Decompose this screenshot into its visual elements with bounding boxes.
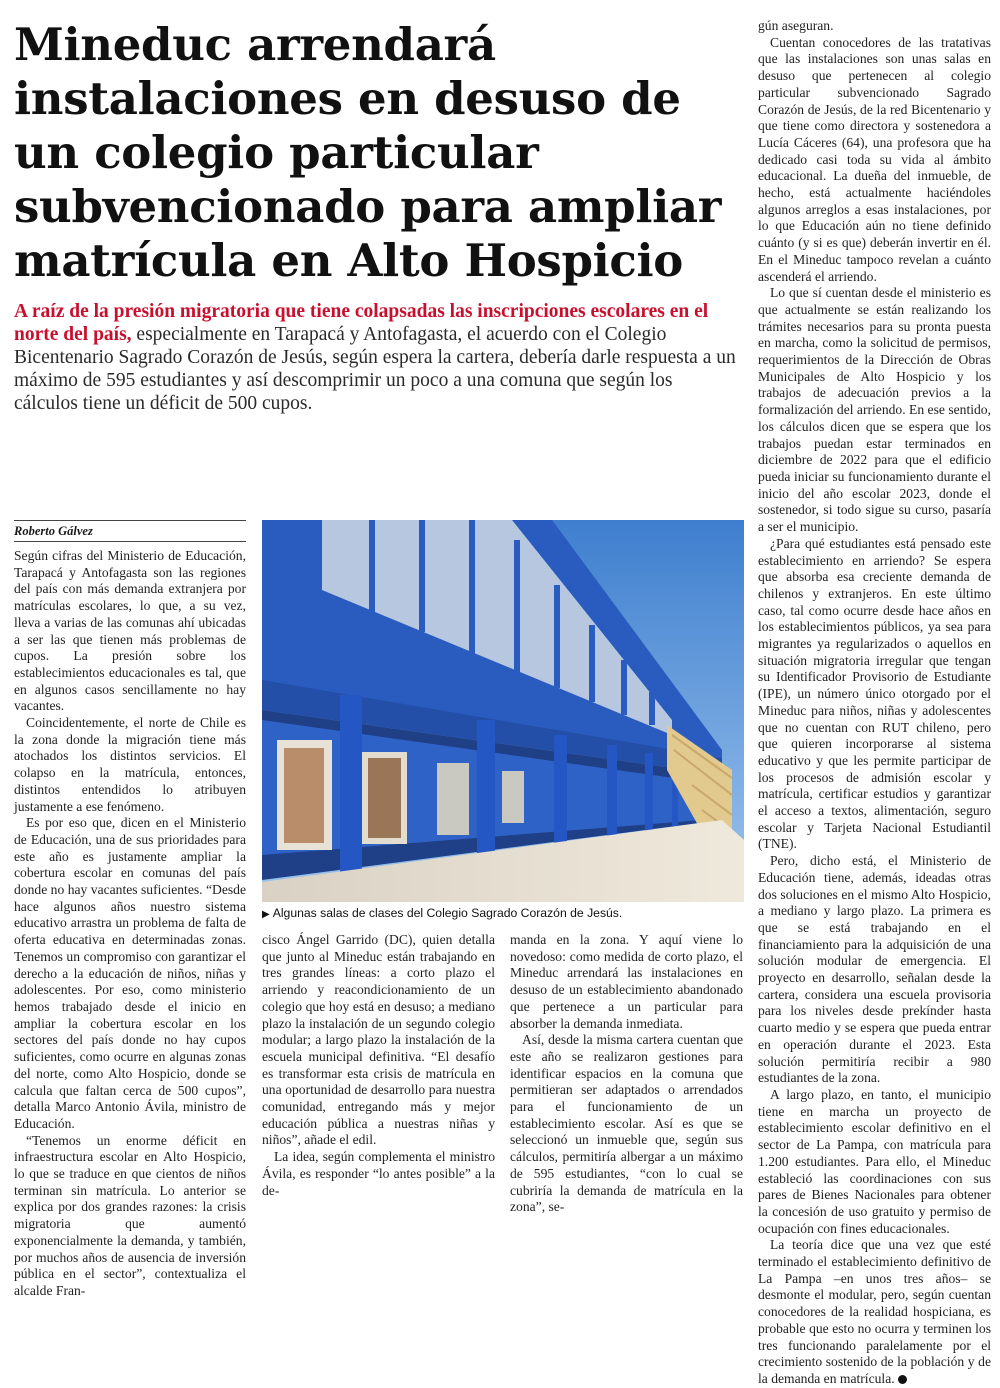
article-column-1 bbox=[14, 548, 246, 1300]
body-paragraph-last bbox=[758, 1237, 991, 1387]
byline-bottom-rule bbox=[14, 541, 246, 542]
lead-text: especialmente en Tarapacá y Antofagasta, el acuerdo con el Colegio Bicentenario Sagrado Corazón de Jesús, según espera la cartera, debería darle respuesta a un máximo de 595 estudiantes y así descomprimir un poco a una comuna que según los cálculos tiene un déficit de 500 cupos. bbox=[14, 324, 736, 414]
body-paragraph: manda en la zona. Y aquí viene lo novedoso: como medida de corto plazo, el Mineduc arrendará las instalaciones en desuso de un establecimiento abandonado que pertenece a un particular para absorber la demanda inmediata. bbox=[510, 932, 743, 1031]
body-paragraph: Según cifras del Ministerio de Educación, Tarapacá y Antofagasta son las regiones del país con más demanda extranjera por matrículas escolares, lo que, a su vez, lleva a varias de las comunas ahí ubicadas a ser las que tienen más problemas de cupos. La presión sobre los establecimientos educacionales es tal, que en algunos casos sencillamente no hay vacantes. bbox=[14, 548, 246, 714]
lead-paragraph bbox=[14, 300, 736, 415]
headline: Mineduc arrendará instalaciones en desuso de un colegio particular subvencionado para ampliar matrícula en Alto Hospicio bbox=[14, 18, 722, 287]
body-paragraph: A largo plazo, en tanto, el municipio tiene en marcha un proyecto de establecimiento escolar definitivo en el sector de La Pampa, con matrícula para 1.200 estudiantes. Para ello, el Mineduc estableció las coordinaciones con sus pares de Bienes Nacionales para obtener la concesión de uso gratuito y permiso de ocupación con fines educacionales. bbox=[758, 1087, 991, 1236]
body-paragraph: Es por eso que, dicen en el Ministerio de Educación, una de sus prioridades para este año es justamente ampliar la cobertura escolar en comunas del país donde no hay vacantes suficientes. “Desde hace algunos años nuestro sistema educativo arrastra un problema de falta de oferta educativa en determinadas zonas. Tenemos un compromiso con garantizar el derecho a la educación de niños, niñas y adolescentes. Por eso, como ministerio hemos trabajado desde el inicio en ampliar la cobertura escolar en los sectores del país donde no hay cupos suficientes, como ocurre en algunas zonas del norte, como Alto Hospicio, donde se calcula que faltan cerca de 500 cupos”, detalla Marco Antonio Ávila, ministro de Educación. bbox=[14, 815, 246, 1131]
lead-kicker: A raíz de la presión migratoria que tiene colapsadas las inscripciones escolares en el norte del país, bbox=[14, 301, 709, 345]
body-paragraph: Así, desde la misma cartera cuentan que este año se realizaron gestiones para identificar espacios en la comuna que permitieran ser adaptados o arrendados para el funcionamiento de un establecimiento escolar. Así es que se seleccionó un inmueble que, según sus cálculos, permitiría albergar a un máximo de 595 estudiantes, “con lo cual se cubriría la demanda de matrícula en la zona”, se- bbox=[510, 1032, 743, 1215]
end-mark-icon bbox=[898, 1375, 907, 1384]
body-paragraph: “Tenemos un enorme déficit en infraestructura escolar en Alto Hospicio, lo que se traduce en que cientos de niños terminan sin matrícula. Lo anterior se explica por dos grandes razones: la crisis migratoria que aumentó exponencialmente la demanda, y también, por muchos años de ausencia de inversión pública en el sector”, contextualiza el alcalde Fran- bbox=[14, 1132, 246, 1298]
body-paragraph: Coincidentemente, el norte de Chile es la zona donde la migración tiene más atochados los distintos servicios. El colapso en la matrícula, entonces, distintos entendidos lo atribuyen justamente a ese fenómeno. bbox=[14, 715, 246, 814]
body-paragraph: Lo que sí cuentan desde el ministerio es que actualmente se están realizando los trámites necesarios para su pronta puesta en marcha, como la solicitud de permisos, requerimientos de la Dirección de Obras Municipales de Alto Hospicio y los trabajos de adecuación previos a la formalización del arriendo. En ese sentido, los cálculos dicen que se espera que los trabajos puedan estar terminados en diciembre de 2022 para que el edificio pueda iniciar su funcionamiento durante el inicio del año escolar 2023, donde el sostenedor, si todo sigue su curso, pasaría a ser el municipio. bbox=[758, 285, 991, 535]
article-column-4 bbox=[758, 18, 991, 1388]
body-paragraph: Pero, dicho está, el Ministerio de Educación tiene, además, ideadas otras dos soluciones en el mismo Alto Hospicio, a mediano y largo plazo. La primera es que se está trabajando en el financiamiento para la adquisición de una solución modular de emergencia. El proyecto en desarrollo, señalan desde la cartera, considera una escuela provisoria para los niveles desde prekínder hasta cuarto medio y se espera que pueda entrar en operación durante el 2023. Esta solución permitiría recibir a 980 estudiantes de la zona. bbox=[758, 853, 991, 1086]
caption-text: Algunas salas de clases del Colegio Sagrado Corazón de Jesús. bbox=[272, 906, 623, 920]
body-paragraph: cisco Ángel Garrido (DC), quien detalla que junto al Mineduc están trabajando en tres grandes líneas: a corto plazo el arriendo y reacondicionamiento de un colegio que hoy está en desuso; a mediano plazo la instalación de un segundo colegio modular; a largo plazo la instalación de la escuela municipal definitiva. “El desafío es transformar esta crisis de matrícula en una oportunidad de desarrollo para nuestra comunidad, entregando más y mejor educación pública a nuestras niñas y niños”, añade el edil. bbox=[262, 932, 495, 1148]
body-paragraph: La idea, según complementa el ministro Ávila, es responder “lo antes posible” a la de- bbox=[262, 1149, 495, 1198]
caption-arrow-icon: ▶ bbox=[262, 909, 270, 920]
school-building-photo bbox=[262, 520, 744, 902]
final-paragraph-text: La teoría dice que una vez que esté terminado el establecimiento definitivo de La Pampa –en unos tres años– se desmonte el modular, pero, según cuentan conocedores de la realidad hospiciana, es probable que esto no ocurra y terminen los tres funcionando paralelamente por el crecimiento sostenido de la población y de la demanda en matrícula. bbox=[758, 1237, 991, 1386]
byline: Roberto Gálvez bbox=[14, 524, 93, 538]
article-column-3 bbox=[510, 932, 743, 1216]
byline-top-rule bbox=[14, 520, 246, 521]
body-paragraph: gún aseguran. bbox=[758, 18, 834, 33]
article-column-2 bbox=[262, 932, 495, 1199]
body-paragraph: Cuentan conocedores de las tratativas que las instalaciones son unas salas en desuso que pertenecen al colegio particular subvencionado Sagrado Corazón de Jesús, de la red Bicentenario y que tiene como directora y sostenedora a Lucía Cáceres (64), una profesora que ha dedicado casi toda su vida al ámbito educacional. La dueña del inmueble, de hecho, está actualmente haciéndoles algunos arreglos a esas instalaciones, por lo que Educación aún no tiene definido cuánto (y si es que) deberán invertir en él. En el Mineduc tampoco revelan a cuánto ascenderá el arriendo. bbox=[758, 34, 991, 284]
photo-caption bbox=[262, 906, 744, 920]
body-paragraph: ¿Para qué estudiantes está pensado este establecimiento en arriendo? Se espera que absorba esa creciente demanda de chilenos y extranjeros. En este último caso, tal como ocurre desde hace años en los establecimientos públicos, ya sea para migrantes ya regularizados o aquellos en situación migratoria irregular que tengan su Identificador Provisorio de Estudiante (IPE), un número único otorgado por el Mineduc para niños, niñas y adolescentes que no cuentan con RUT chileno, pero que quieren incorporarse al sistema educativo y que les permite participar de los procesos de admisión escolar y matrícula, certificar estudios y garantizar el acceso a textos, alimentación, seguro escolar y Tarjeta Nacional Estudiantil (TNE). bbox=[758, 535, 991, 852]
